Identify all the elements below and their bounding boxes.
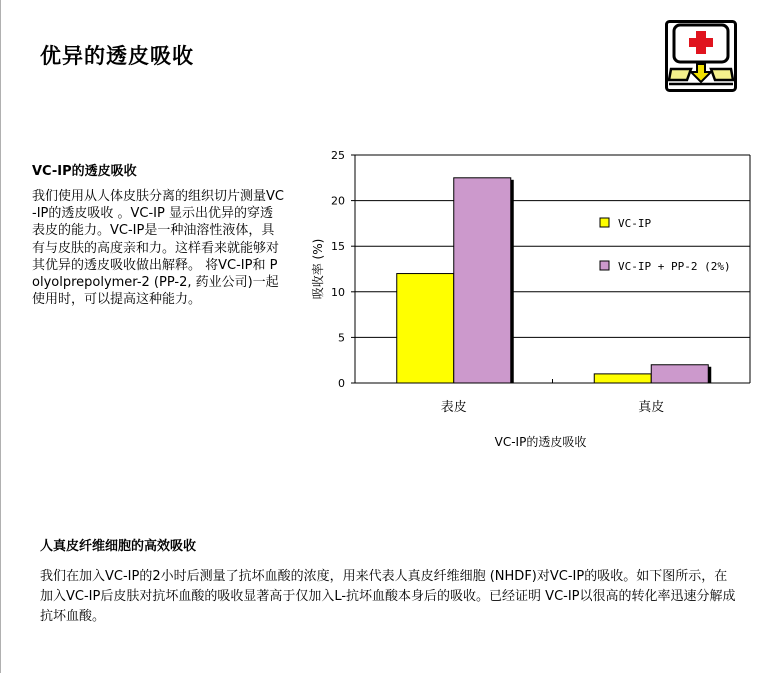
y-tick-label: 0 — [338, 377, 345, 390]
page-title: 优异的透皮吸收 — [40, 44, 194, 68]
y-tick-label: 20 — [331, 194, 345, 208]
first-aid-cross-download-icon — [665, 20, 737, 92]
x-axis-label: VC-IP的透皮吸收 — [494, 435, 587, 449]
legend-swatch — [600, 261, 609, 270]
legend-label: VC-IP + PP-2 (2%) — [618, 260, 731, 273]
x-tick-label: 真皮 — [638, 400, 665, 415]
bar — [594, 374, 651, 383]
bar — [397, 274, 454, 383]
y-axis-label: 吸收率 (%) — [311, 238, 325, 300]
legend-label: VC-IP — [618, 217, 652, 230]
section-body-transdermal: 我们使用从人体皮肤分离的组织切片测量VC-IP的透皮吸收 。VC-IP 显示出优异的穿透表皮的能力。VC-IP是一种油溶性液体，具有与皮肤的高度亲和力。这样看来就能够对其优异的透皮吸收做出解释。 将VC-IP和 Polyolprepolymer-2 (PP-2, 药业公司)一起使用时，可以提高这种能力。 — [32, 189, 284, 308]
logo-graphic — [665, 20, 737, 92]
left-border-rule — [0, 0, 1, 673]
y-tick-label: 25 — [331, 149, 345, 162]
y-tick-label: 10 — [331, 285, 345, 299]
chart-bars — [397, 178, 712, 383]
chart-legend — [600, 217, 731, 273]
bar — [454, 178, 511, 383]
y-tick-label: 5 — [338, 331, 345, 345]
y-tick-label: 15 — [331, 240, 345, 254]
bar — [651, 365, 708, 383]
section-heading-transdermal: VC-IP的透皮吸收 — [32, 164, 137, 179]
section-heading-fibroblast: 人真皮纤维细胞的高效吸收 — [40, 539, 197, 554]
legend-swatch — [600, 218, 609, 227]
chart-svg — [300, 140, 760, 460]
absorption-bar-chart — [300, 140, 760, 460]
section-body-fibroblast: 我们在加入VC-IP的2小时后测量了抗坏血酸的浓度，用来代表人真皮纤维细胞 (NHDF)对VC-IP的吸收。如下图所示，在加入VC-IP后皮肤对抗坏血酸的吸收显著高于仅加入L-抗坏血酸本身后的吸收。已经证明 VC-IP以很高的转化率迅速分解成抗坏血酸。 — [40, 569, 736, 624]
x-tick-label: 表皮 — [440, 400, 467, 415]
